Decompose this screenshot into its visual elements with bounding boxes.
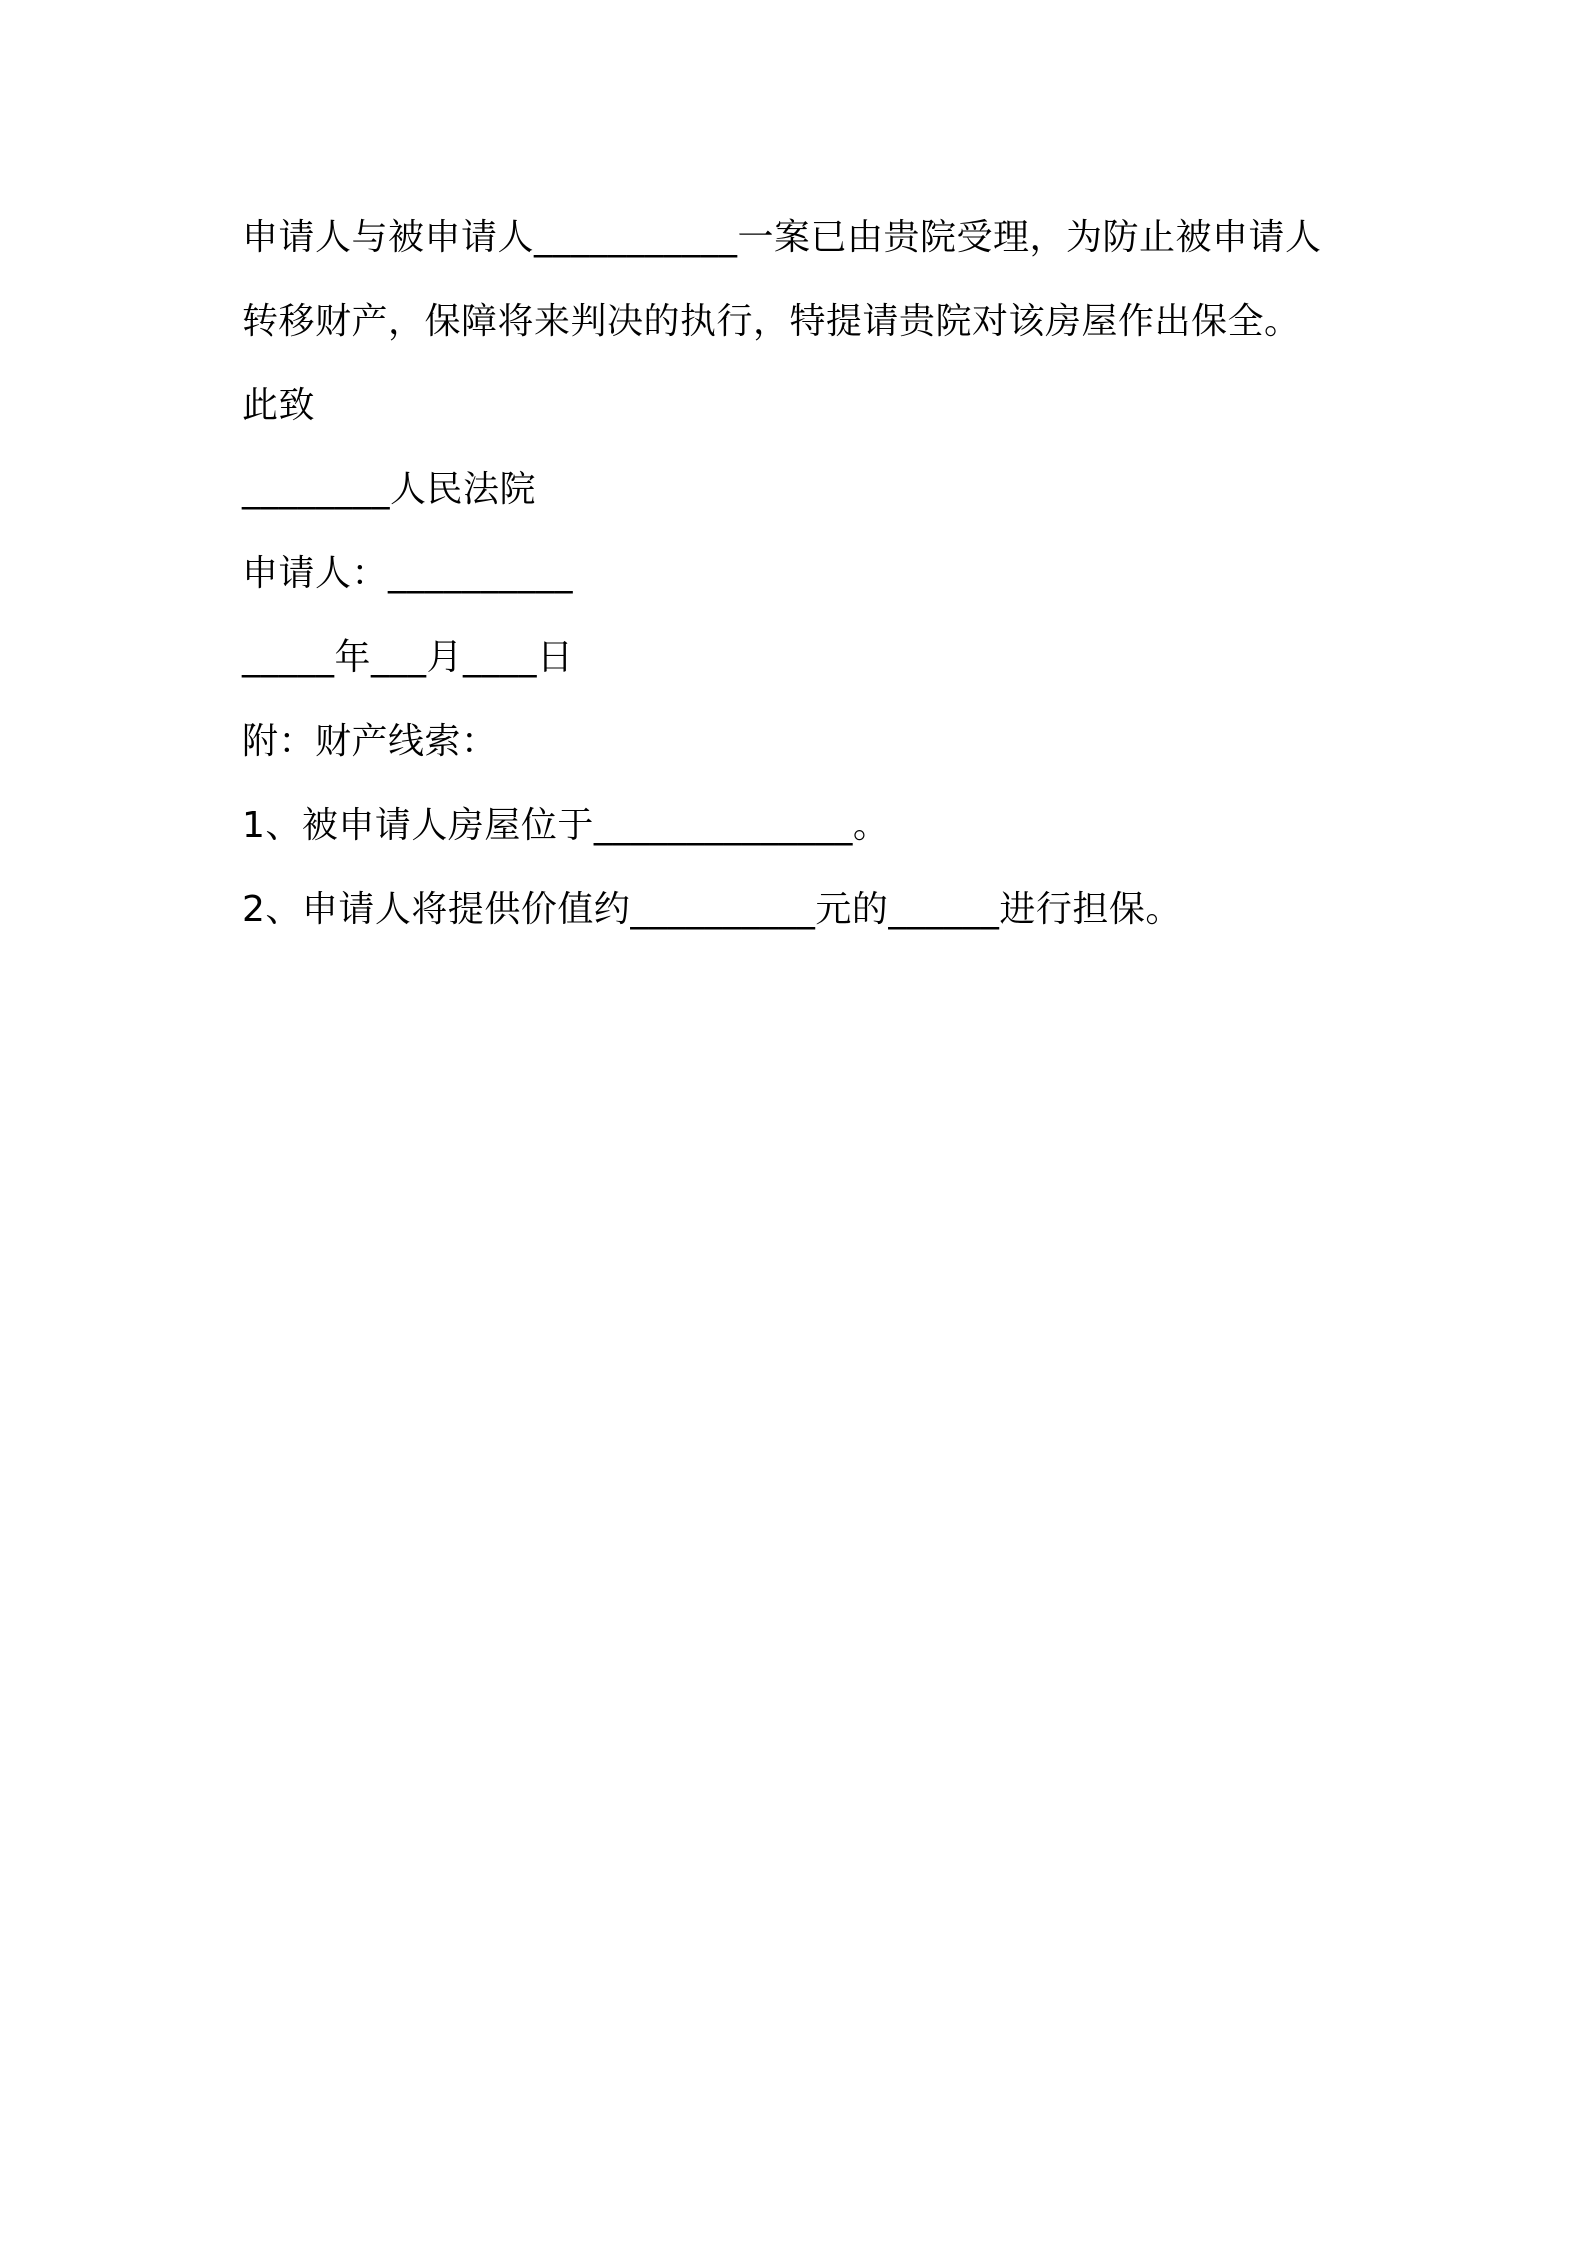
document-body (242, 196, 1362, 952)
appendix-item-2: 2、申请人将提供价值约__________元的______进行担保。 (242, 889, 1182, 930)
paragraph-line-2: 转移财产，保障将来判决的执行，特提请贵院对该房屋作出保全。 (242, 301, 1301, 342)
salutation: 此致 (242, 385, 316, 426)
date-line: _____年___月____日 (242, 637, 574, 678)
applicant-signature: 申请人：__________ (242, 553, 574, 594)
court-recipient: ________人民法院 (242, 469, 537, 510)
appendix-heading: 附：财产线索： (242, 721, 498, 762)
appendix-item-1: 1、被申请人房屋位于______________。 (242, 805, 890, 846)
paragraph-line-1: 申请人与被申请人___________一案已由贵院受理，为防止被申请人 (242, 217, 1322, 258)
